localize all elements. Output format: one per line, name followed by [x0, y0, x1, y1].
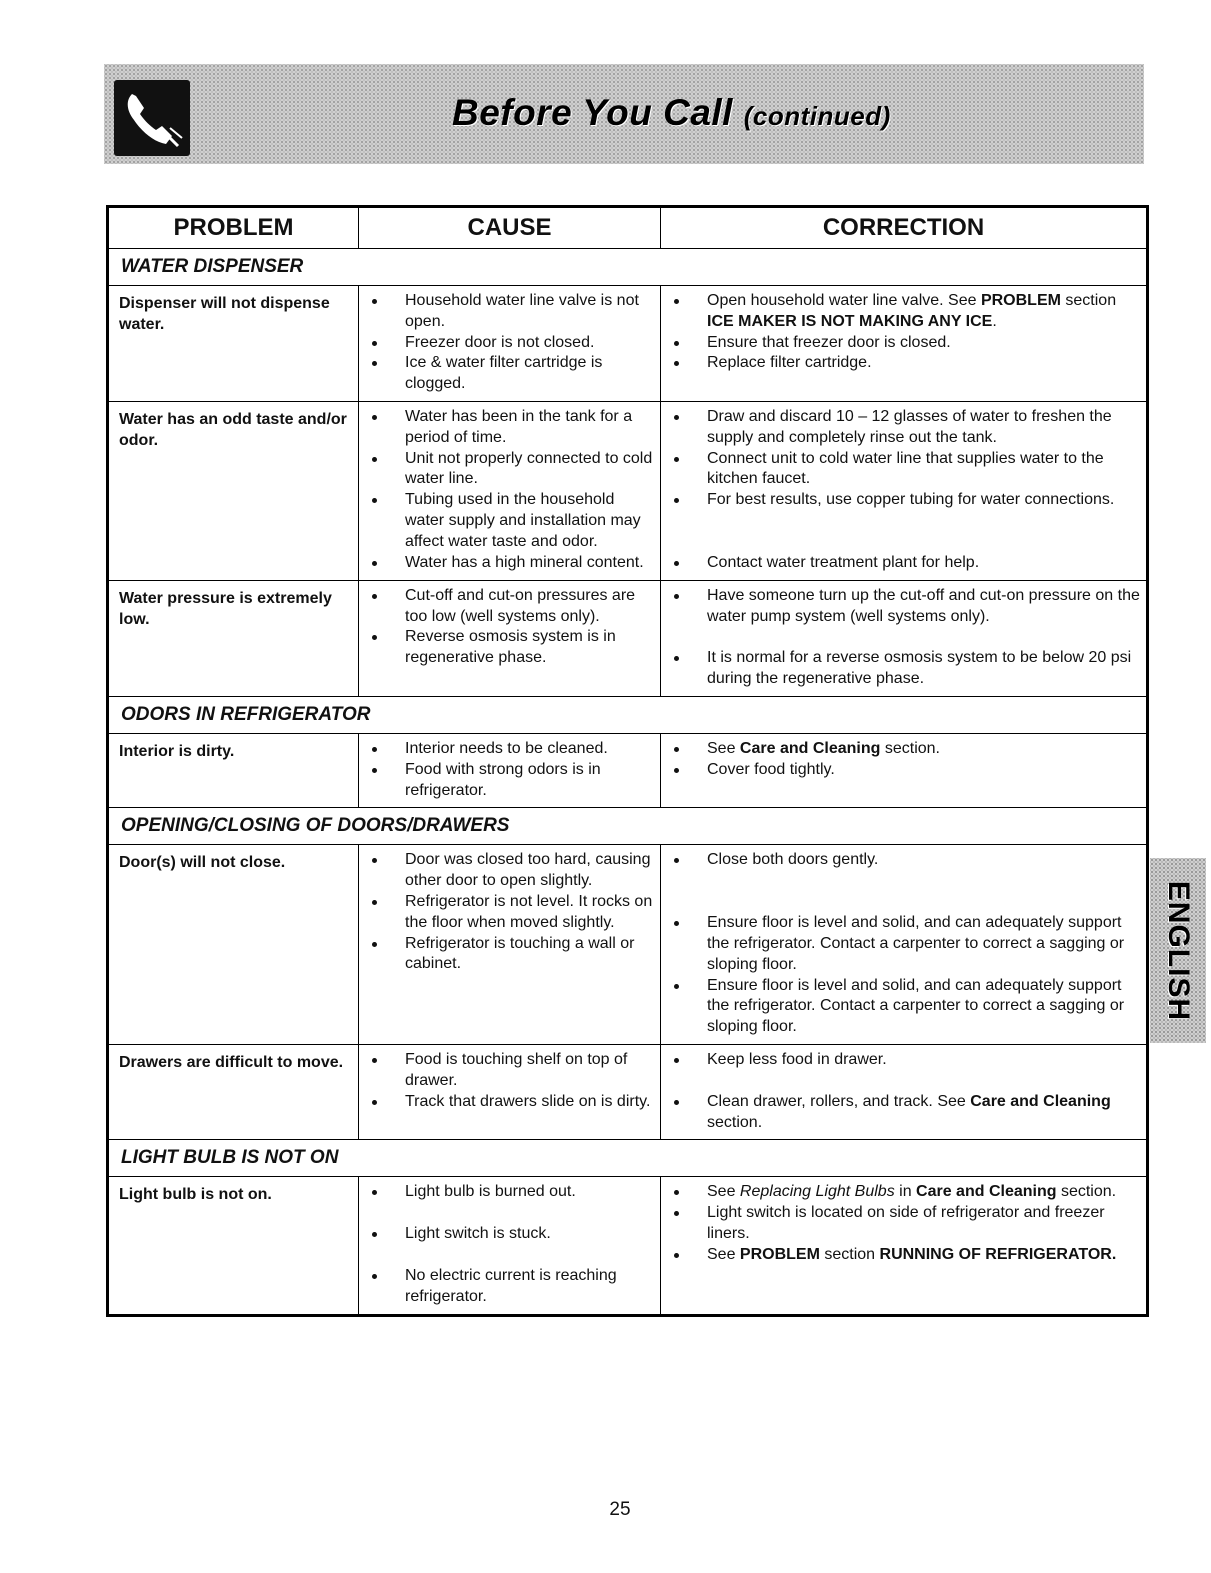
correction-item: Replace filter cartridge.: [661, 353, 1140, 374]
column-header-cause: CAUSE: [359, 207, 661, 249]
correction-item: Contact water treatment plant for help.: [661, 553, 1140, 574]
problem-cell: Door(s) will not close.: [108, 845, 359, 1045]
correction-cell: [661, 286, 1148, 402]
correction-item: Clean drawer, rollers, and track. See Care and Cleaning section.: [661, 1092, 1140, 1134]
cause-item: Freezer door is not closed.: [359, 333, 654, 354]
cause-cell: [359, 580, 661, 696]
problem-cell: Light bulb is not on.: [108, 1177, 359, 1315]
page-title: Before You Call (continued): [452, 92, 891, 133]
cause-item: Track that drawers slide on is dirty.: [359, 1092, 654, 1113]
cause-item: Refrigerator is touching a wall or cabinet.: [359, 934, 654, 976]
cause-item: Interior needs to be cleaned.: [359, 739, 654, 760]
cause-item: Water has been in the tank for a period of time.: [359, 407, 654, 449]
cause-cell: [359, 1177, 661, 1315]
correction-item: Open household water line valve. See PROBLEM section ICE MAKER IS NOT MAKING ANY ICE.: [661, 291, 1140, 333]
table-row: [108, 286, 1148, 402]
problem-cell: Dispenser will not dispense water.: [108, 286, 359, 402]
correction-cell: [661, 845, 1148, 1045]
cause-cell: [359, 401, 661, 580]
cause-item: Unit not properly connected to cold water line.: [359, 449, 654, 491]
correction-cell: [661, 1044, 1148, 1139]
cause-item: No electric current is reaching refrigerator.: [359, 1266, 654, 1308]
cause-cell: [359, 286, 661, 402]
correction-item: For best results, use copper tubing for water connections.: [661, 490, 1140, 511]
correction-item: Light switch is located on side of refrigerator and freezer liners.: [661, 1203, 1140, 1245]
page-number: 25: [609, 1499, 631, 1520]
problem-cell: Water pressure is extremely low.: [108, 580, 359, 696]
correction-item: Keep less food in drawer.: [661, 1050, 1140, 1071]
cause-cell: [359, 733, 661, 807]
cause-item: Door was closed too hard, causing other door to open slightly.: [359, 850, 654, 892]
correction-item: Cover food tightly.: [661, 760, 1140, 781]
cause-item: Household water line valve is not open.: [359, 291, 654, 333]
language-tab-label: ENGLISH: [1162, 880, 1196, 1021]
troubleshooting-table: [106, 205, 1149, 1317]
correction-item: Ensure floor is level and solid, and can adequately support the refrigerator. Contact a carpenter to correct a sagging or sloping floor.: [661, 976, 1140, 1038]
section-title: WATER DISPENSER: [108, 249, 1148, 286]
cause-item: Light bulb is burned out.: [359, 1182, 654, 1203]
section-row: [108, 808, 1148, 845]
table-row: [108, 580, 1148, 696]
table-row: [108, 845, 1148, 1045]
phone-repair-icon: [114, 80, 190, 156]
problem-cell: Interior is dirty.: [108, 733, 359, 807]
section-title: OPENING/CLOSING OF DOORS/DRAWERS: [108, 808, 1148, 845]
section-row: [108, 249, 1148, 286]
cause-item: Water has a high mineral content.: [359, 553, 654, 574]
column-header-problem: PROBLEM: [108, 207, 359, 249]
correction-item: See PROBLEM section RUNNING OF REFRIGERATOR.: [661, 1245, 1140, 1266]
table-header-row: [108, 207, 1148, 249]
cause-item: Tubing used in the household water supply and installation may affect water taste and odor.: [359, 490, 654, 552]
table-row: [108, 733, 1148, 807]
cause-cell: [359, 1044, 661, 1139]
correction-item: It is normal for a reverse osmosis system to be below 20 psi during the regenerative phase.: [661, 648, 1140, 690]
correction-cell: [661, 580, 1148, 696]
cause-item: Cut-off and cut-on pressures are too low (well systems only).: [359, 586, 654, 628]
correction-cell: [661, 1177, 1148, 1315]
correction-item: Have someone turn up the cut-off and cut-on pressure on the water pump system (well systems only).: [661, 586, 1140, 628]
cause-item: Ice & water filter cartridge is clogged.: [359, 353, 654, 395]
cause-item: Refrigerator is not level. It rocks on the floor when moved slightly.: [359, 892, 654, 934]
correction-cell: [661, 733, 1148, 807]
cause-item: Light switch is stuck.: [359, 1224, 654, 1245]
problem-cell: Water has an odd taste and/or odor.: [108, 401, 359, 580]
section-title: LIGHT BULB IS NOT ON: [108, 1140, 1148, 1177]
page-subtitle: (continued): [743, 101, 891, 131]
correction-item: Ensure floor is level and solid, and can adequately support the refrigerator. Contact a carpenter to correct a sagging or sloping floor.: [661, 913, 1140, 975]
cause-cell: [359, 845, 661, 1045]
table-row: [108, 401, 1148, 580]
correction-item: See Replacing Light Bulbs in Care and Cleaning section.: [661, 1182, 1140, 1203]
section-title: ODORS IN REFRIGERATOR: [108, 696, 1148, 733]
section-row: [108, 1140, 1148, 1177]
problem-cell: Drawers are difficult to move.: [108, 1044, 359, 1139]
correction-item: Ensure that freezer door is closed.: [661, 333, 1140, 354]
correction-item: Draw and discard 10 – 12 glasses of water to freshen the supply and completely rinse out the tank.: [661, 407, 1140, 449]
correction-item: Close both doors gently.: [661, 850, 1140, 871]
table-row: [108, 1044, 1148, 1139]
section-row: [108, 696, 1148, 733]
cause-item: Food with strong odors is in refrigerator.: [359, 760, 654, 802]
column-header-correction: CORRECTION: [661, 207, 1148, 249]
table-row: [108, 1177, 1148, 1315]
correction-cell: [661, 401, 1148, 580]
cause-item: Food is touching shelf on top of drawer.: [359, 1050, 654, 1092]
correction-item: Connect unit to cold water line that supplies water to the kitchen faucet.: [661, 449, 1140, 491]
correction-item: See Care and Cleaning section.: [661, 739, 1140, 760]
cause-item: Reverse osmosis system is in regenerative phase.: [359, 627, 654, 669]
